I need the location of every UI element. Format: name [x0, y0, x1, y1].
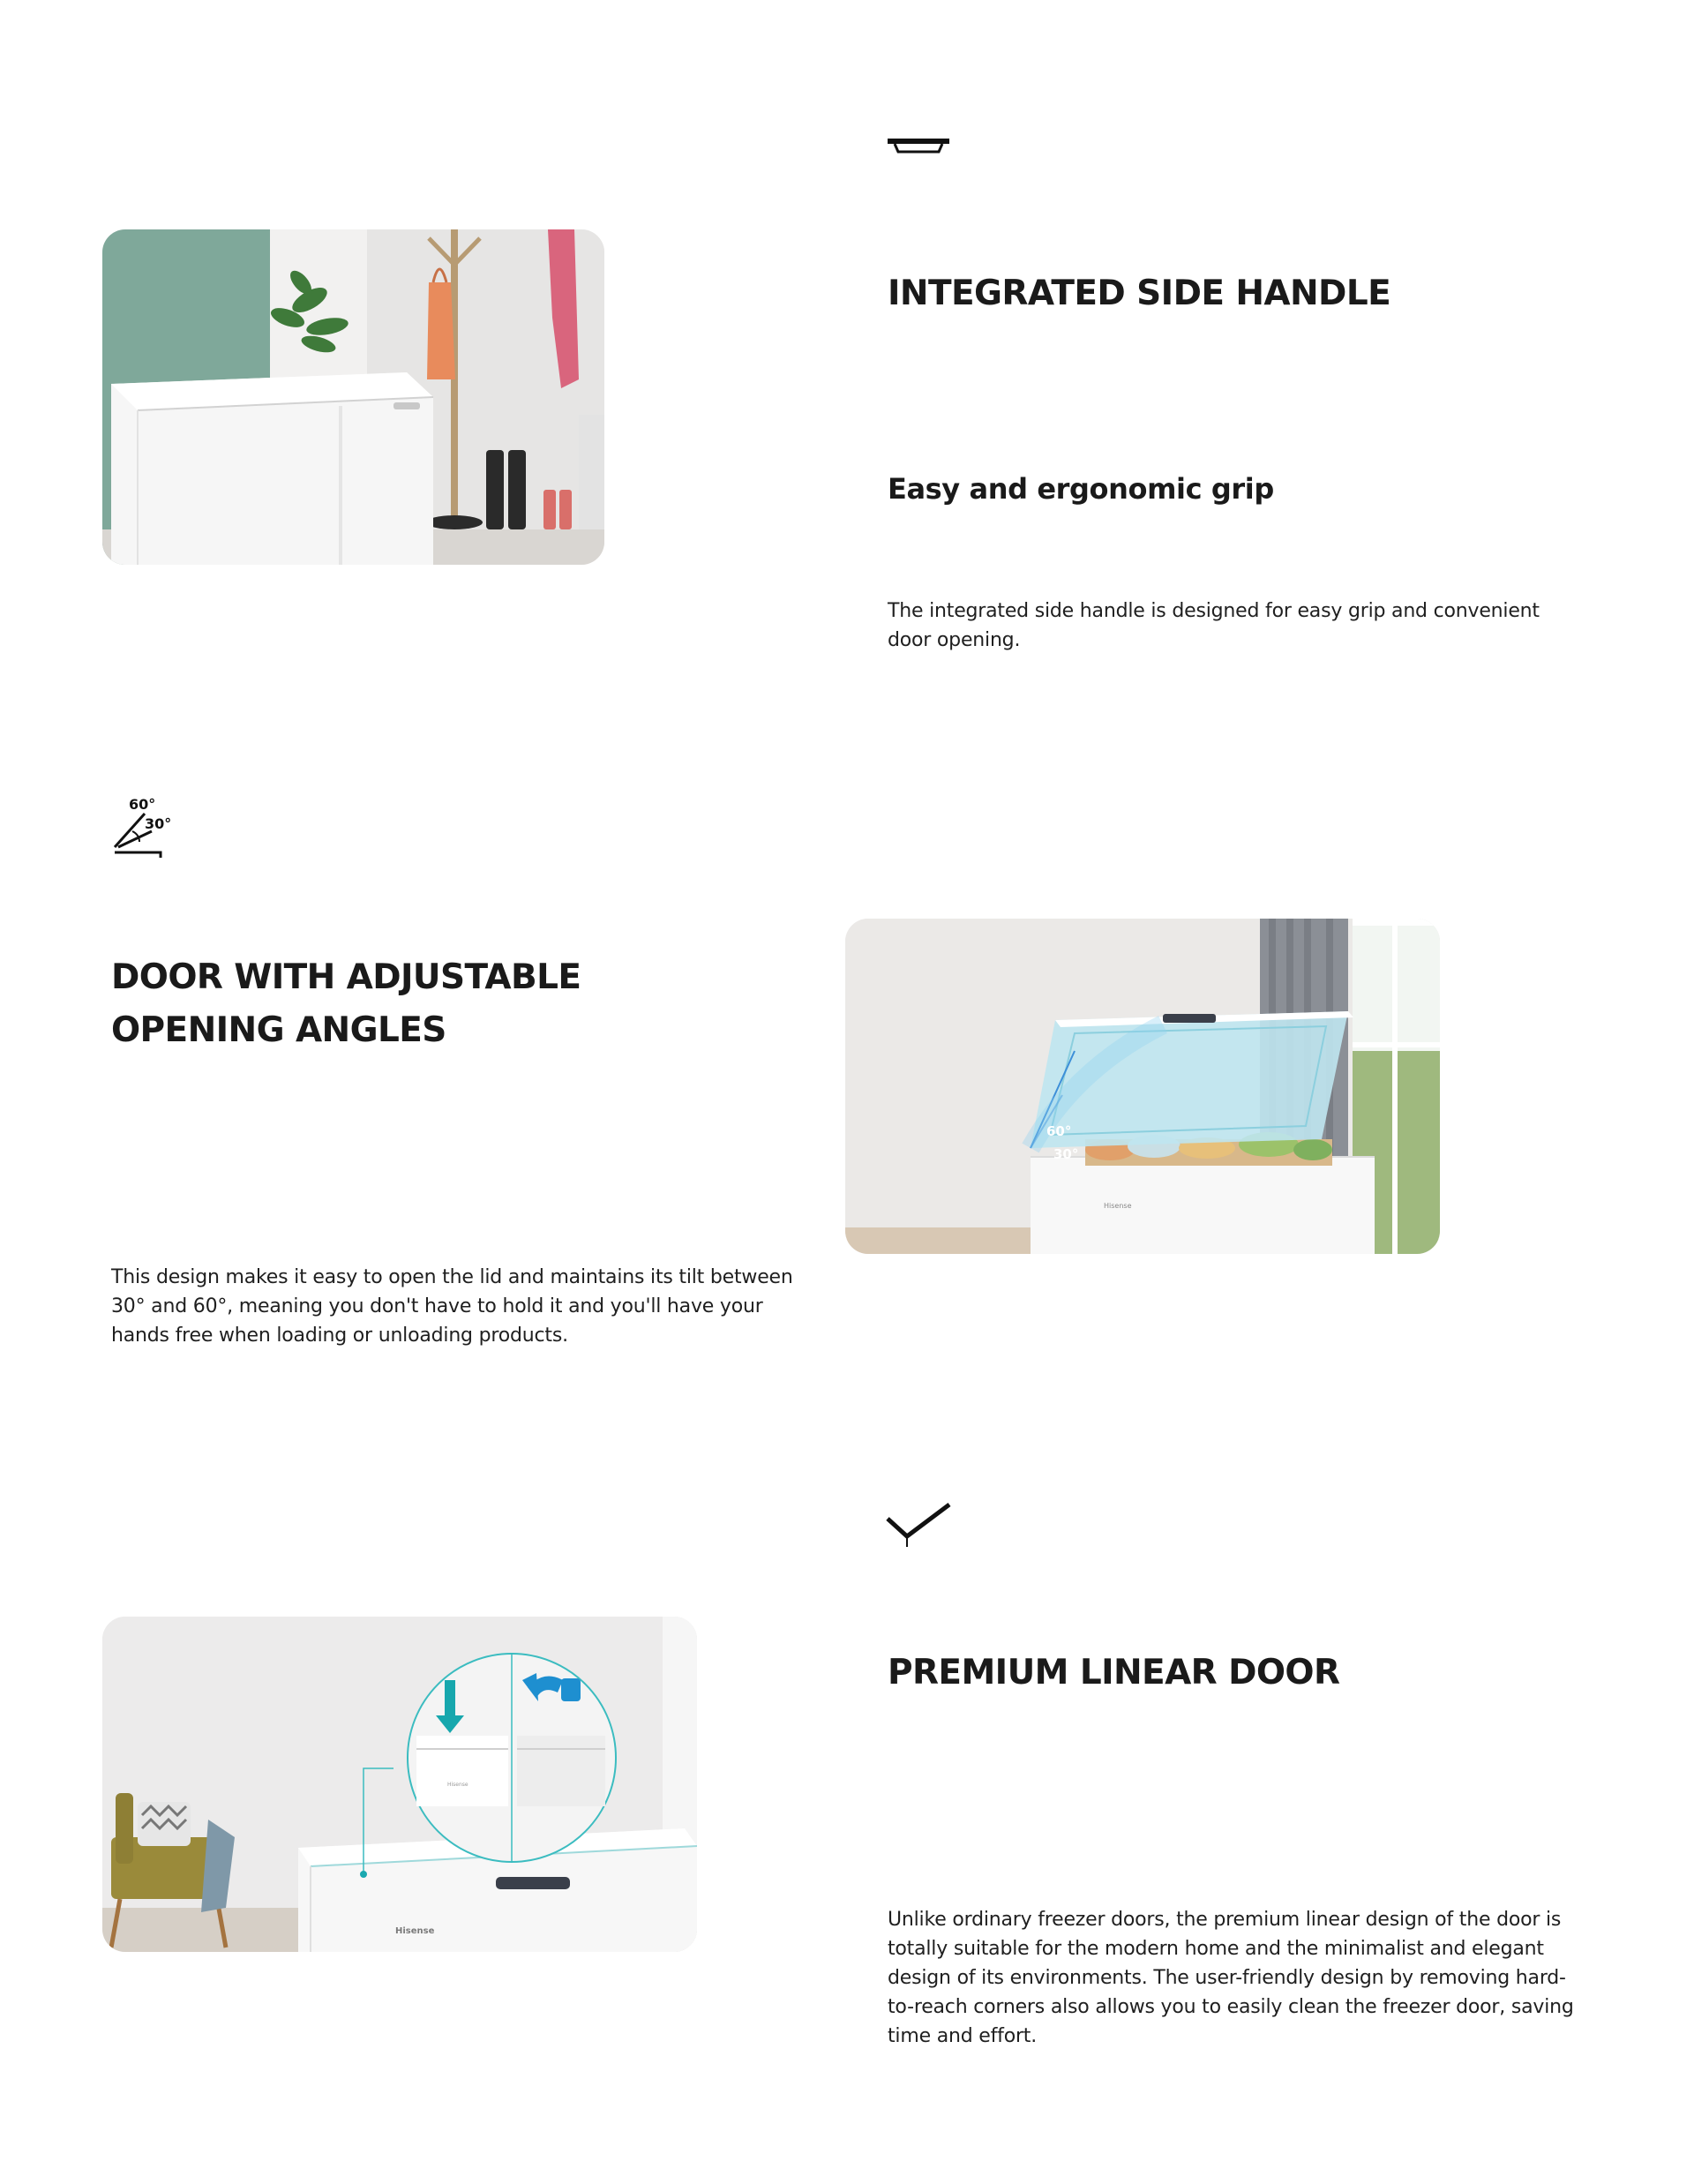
section-description: This design makes it easy to open the lid and maintains its tilt between 30° and 60°, meaning you don't have to hold it and you'll have your hands free when loading or unloading products.: [111, 1266, 793, 1347]
section-title: INTEGRATED SIDE HANDLE: [888, 274, 1391, 313]
section-description: The integrated side handle is designed for easy grip and convenient door opening.: [888, 600, 1540, 651]
opening-angle-icon: [109, 796, 180, 858]
section-title: PREMIUM LINEAR DOOR: [888, 1653, 1340, 1692]
angle-label-30-photo: 30°: [1053, 1146, 1079, 1162]
linear-door-icon: [886, 1499, 951, 1549]
section-description: Unlike ordinary freezer doors, the premium linear design of the door is totally suitable for the modern home and the minimalist and elegant design of its environments. The user-friendly design by removing hard-to-reach corners also allows you to easily clean the freezer door, saving time and effort.: [888, 1909, 1574, 2047]
angle-label-60-photo: 60°: [1046, 1123, 1072, 1139]
angle-label-30: 30°: [145, 815, 172, 832]
handle-icon: [886, 137, 951, 158]
section-subtitle: Easy and ergonomic grip: [888, 472, 1274, 506]
brand-label-zoom: Hisense: [447, 1782, 468, 1788]
brand-label: Hisense: [1104, 1202, 1132, 1210]
freezer-in-hallway-photo: [102, 229, 604, 565]
brand-label: Hisense: [395, 1926, 435, 1936]
linear-door-freezer-photo: [102, 1617, 697, 1952]
angle-label-60: 60°: [129, 796, 156, 813]
open-freezer-lid-photo: [845, 919, 1440, 1254]
section-title: DOOR WITH ADJUSTABLE OPENING ANGLES: [111, 957, 581, 1050]
